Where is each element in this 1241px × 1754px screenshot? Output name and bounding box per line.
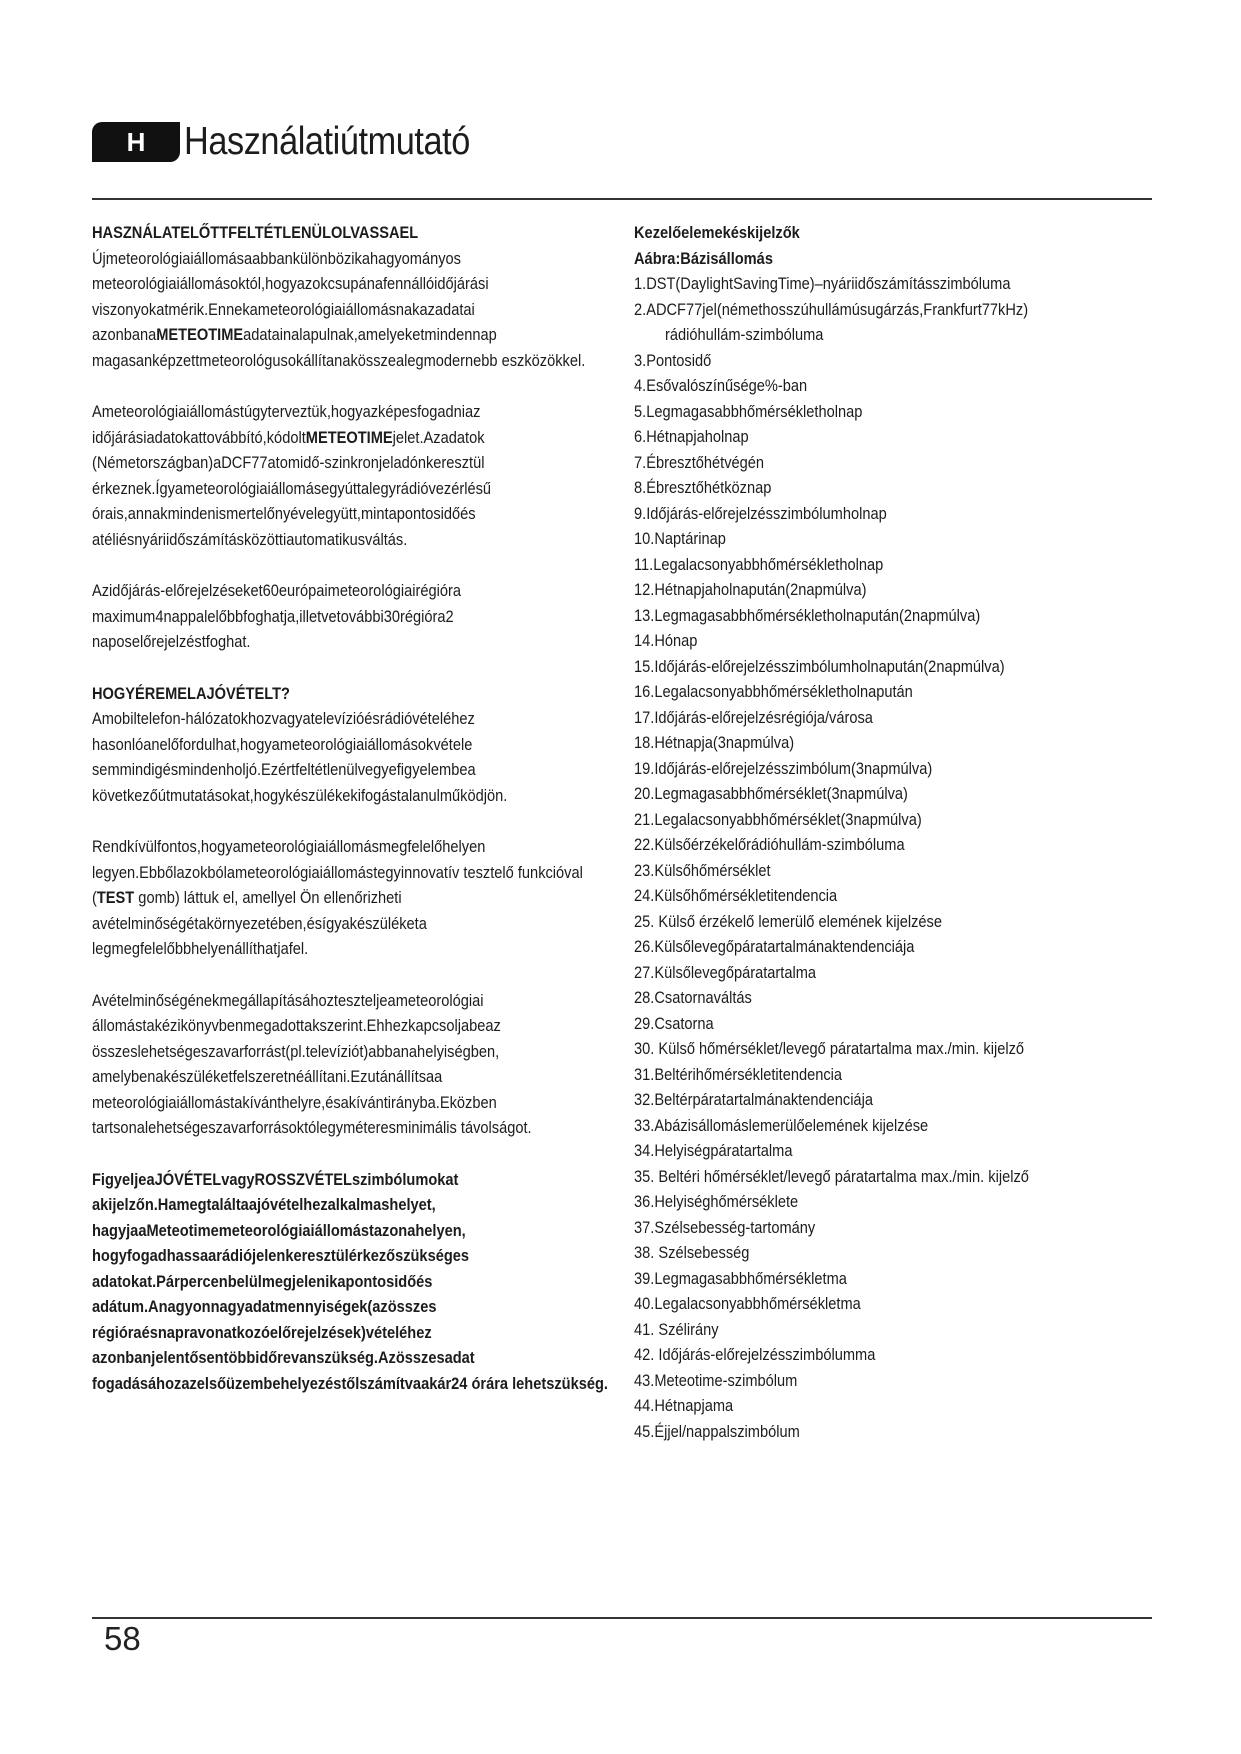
legend-item: 18.Hétnapja(3napmúlva) (634, 733, 795, 752)
legend-item: 2.ADCF77jel(némethosszúhullámúsugárzás,Frankfurt77kHz) (634, 299, 1029, 319)
legend-item: 13.Legmagasabbhőmérsékletholnapután(2napmúlva) (634, 605, 981, 625)
paragraph: Avételminőségénekmegállapításáhozteszteljeameteorológiai állomástakézikönyvbenmegadottakszerint.Ehhezkapcsoljabeaz összeslehetségeszavarforrást(pl.televíziót)abbanahelyiségben, amelybenakészüléketfelszeretnéállítani.Ezutánállítsaa meteorológiaiállomástakívánthelyre,ésakívántirányba.Eközben tartsonalehetségeszavarforrásoktólegyméteresminimális távolságot. (92, 990, 532, 1137)
paragraph: Rendkívülfontos,hogyameteorológiaiállomásmegfelelőhelyen legyen.Ebbőlazokbólameteorológiaiállomástegyinnovatív tesztelő funkcióval (TEST gomb) láttuk el, amellyel Ön ellenőrizheti avételminőségétakörnyezetében,ésígyakészüléketa legmegfelelőbbhelyenállíthatjafel. (92, 837, 583, 958)
paragraph-bold: FigyeljeaJÓVÉTELvagyROSSZVÉTELszimbólumokat akijelzőn.Hamegtaláltaajóvételhezalkalmashelyet, hagyjaaMeteotimemeteorológiaiállomástazonahelyen, hogyfogadhassaarádiójelenkeresztülérkezőszükséges adatokat.Párpercenbelülmegjelenikapontosidőés adátum.Anagyonnagyadatmennyiségek(azösszes régióraésnapravonatkozóelőrejelzések)vételéhez azonbanjelentősentöbbidőrevanszükség.Azösszesadat fogadásáhozazelsőüzembehelyezéstőlszámítvaakár24 órára lehetszükség. (92, 1169, 608, 1393)
legend-item: 41. Szélirány (634, 1319, 719, 1339)
legend-item: 36.Helyiséghőmérséklete (634, 1192, 799, 1211)
legend-item: 3.Pontosidő (634, 350, 712, 370)
legend-item: 16.Legalacsonyabbhőmérsékletholnapután (634, 682, 913, 701)
legend-item: 35. Beltéri hőmérséklet/levegő páratartalma max./min. kijelző (634, 1166, 1029, 1186)
legend-item: 12.Hétnapjaholnapután(2napmúlva) (634, 580, 867, 599)
figure-heading: Aábra:Bázisállomás (634, 248, 773, 268)
page-number: 58 (104, 1620, 141, 1657)
legend-item: 37.Szélsebesség-tartomány (634, 1217, 816, 1237)
legend-item: 11.Legalacsonyabbhőmérsékletholnap (634, 554, 884, 574)
legend-item: 15.Időjárás-előrejelzésszimbólumholnapután(2napmúlva) (634, 656, 1005, 676)
legend-item: 25. Külső érzékelő lemerülő elemének kijelzése (634, 911, 943, 931)
legend-item: 6.Hétnapjaholnap (634, 427, 749, 446)
legend-item: 32.Beltérpáratartalmánaktendenciája (634, 1090, 873, 1109)
legend-item: 28.Csatornaváltás (634, 988, 752, 1007)
bottom-divider (92, 1617, 1152, 1619)
legend-item: 34.Helyiségpáratartalma (634, 1141, 793, 1160)
legend-item: 23.Külsőhőmérséklet (634, 860, 771, 880)
legend-item: 29.Csatorna (634, 1013, 714, 1033)
legend-item: 26.Külsőlevegőpáratartalmánaktendenciája (634, 937, 915, 956)
legend-item: 20.Legmagasabbhőmérséklet(3napmúlva) (634, 784, 908, 803)
page-title: Használatiútmutató (184, 120, 470, 163)
top-divider (92, 198, 1152, 200)
paragraph: Ameteorológiaiállomástúgyterveztük,hogyazképesfogadniaz időjárásiadatokattovábbító,kódoltMETEOTIMEjelet.Azadatok (Németországban)aDCF77atomidő-szinkronjeladónkeresztül érkeznek.Ígyameteorológiaiállomásegyúttalegyrádióvezérlésű órais,annakmindenismertelőnyévelegyütt,mintapontosidőés atéliésnyáriidőszámításközöttiautomatikusváltás. (92, 402, 492, 549)
legend-item: 17.Időjárás-előrejelzésrégiója/városa (634, 707, 873, 727)
legend-item: 1.DST(DaylightSavingTime)–nyáriidőszámításszimbóluma (634, 274, 1011, 293)
legend-item: 42. Időjárás-előrejelzésszimbólumma (634, 1345, 876, 1364)
legend-item: 7.Ébresztőhétvégén (634, 452, 765, 472)
legend-item: 44.Hétnapjama (634, 1396, 734, 1415)
controls-heading: Kezelőelemekéskijelzők (634, 223, 800, 242)
legend-item: 19.Időjárás-előrejelzésszimbólum(3napmúlva) (634, 758, 933, 778)
legend-item: 8.Ébresztőhétköznap (634, 478, 772, 497)
legend-item: 10.Naptárinap (634, 529, 726, 548)
legend-item: 31.Beltérihőmérsékletitendencia (634, 1064, 843, 1084)
language-badge: H (92, 122, 180, 162)
legend-item: 5.Legmagasabbhőmérsékletholnap (634, 401, 863, 421)
legend-item: 45.Éjjel/nappalszimbólum (634, 1421, 800, 1441)
paragraph: Újmeteorológiaiállomásaabbankülönbözikahagyományos meteorológiaiállomásoktól,hogyazokcsupánafennállóidőjárási viszonyokatmérik.Ennekameteorológiaiállomásnakazadatai azonbanaMETEOTIMEadatainalapulnak,amelyeketmindennap magasanképzettmeteorológusokállítanakösszealegmodernebb eszközökkel. (92, 248, 586, 370)
legend-item: 30. Külső hőmérséklet/levegő páratartalma max./min. kijelző (634, 1039, 1025, 1058)
paragraph: Azidőjárás-előrejelzéseket60európaimeteorológiairégióra maximum4nappalelőbbfoghatja,illetvetovábbi30régióra2 naposelőrejelzéstfoghat. (92, 581, 461, 651)
legend-item: 9.Időjárás-előrejelzésszimbólumholnap (634, 503, 887, 523)
paragraph: Amobiltelefon-hálózatokhozvagyatelevízióésrádióvételéhez hasonlóanelőfordulhat,hogyameteorológiaiállomásokvétele semmindigésmindenholjó.Ezértfeltétlenülvegyefigyelembea következőútmutatásokat,hogykészülékekifogástalanulműködjön. (92, 709, 508, 805)
legend-item: 27.Külsőlevegőpáratartalma (634, 962, 817, 982)
legend-item: 14.Hónap (634, 631, 698, 650)
legend-item: 24.Külsőhőmérsékletitendencia (634, 886, 838, 905)
legend-list (634, 271, 1150, 1444)
header (92, 118, 509, 166)
legend-item: 43.Meteotime-szimbólum (634, 1370, 798, 1390)
right-column (634, 220, 1154, 1444)
legend-item: 22.Külsőérzékelőrádióhullám-szimbóluma (634, 835, 905, 854)
legend-item: 38. Szélsebesség (634, 1243, 750, 1262)
section-heading: HASZNÁLATELŐTTFELTÉTLENÜLOLVASSAEL (92, 223, 419, 242)
legend-item: 21.Legalacsonyabbhőmérséklet(3napmúlva) (634, 809, 922, 829)
left-column (92, 220, 612, 1396)
legend-item: 4.Esővalószínűsége%-ban (634, 376, 808, 395)
legend-item: 40.Legalacsonyabbhőmérsékletma (634, 1294, 861, 1313)
legend-item: rádióhullám-szimbóluma (664, 325, 824, 344)
legend-item: 33.Abázisállomáslemerülőelemének kijelzése (634, 1115, 929, 1135)
legend-item: 39.Legmagasabbhőmérsékletma (634, 1268, 847, 1288)
section-heading: HOGYÉREMELAJÓVÉTELT? (92, 683, 290, 703)
